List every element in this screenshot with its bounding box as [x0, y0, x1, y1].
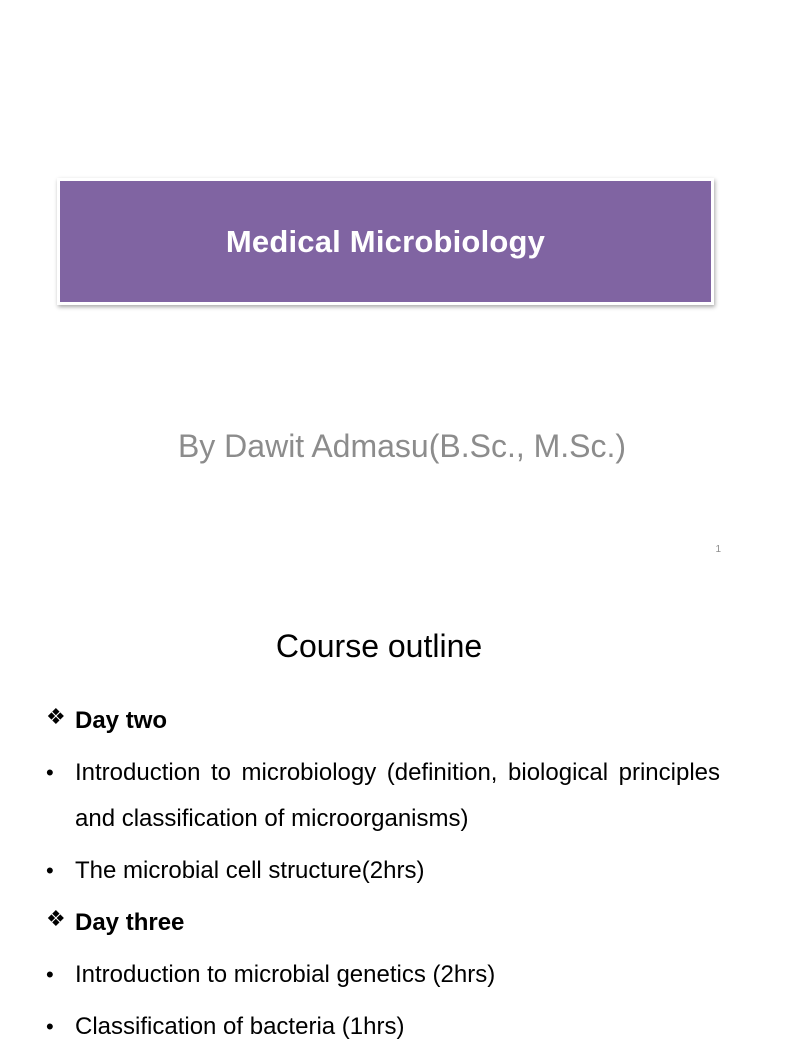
- title-banner: [57, 178, 714, 305]
- list-item-text: The microbial cell structure(2hrs): [75, 857, 425, 884]
- list-item-text: Classification of bacteria (1hrs): [75, 1013, 405, 1040]
- author-subtitle: By Dawit Admasu(B.Sc., M.Sc.): [177, 428, 627, 464]
- diamond-bullet-icon: ❖: [46, 907, 66, 932]
- outline-list: [46, 698, 720, 1056]
- list-item-text: Introduction to microbial genetics (2hrs): [75, 961, 496, 988]
- list-item: [46, 698, 720, 744]
- slide-title: Medical Microbiology: [225, 223, 546, 259]
- list-item-text: Day two: [75, 707, 168, 734]
- diamond-bullet-icon: ❖: [46, 705, 66, 730]
- list-item: [46, 1004, 720, 1050]
- bullet-dot-icon: •: [46, 858, 54, 883]
- bullet-dot-icon: •: [46, 1014, 54, 1039]
- list-item: [46, 848, 720, 894]
- list-item-text: Day three: [75, 909, 185, 936]
- list-item-text: Introduction to microbiology (definition, biological principles and classification of microorganisms): [75, 759, 720, 832]
- list-item: [46, 750, 720, 842]
- list-item: [46, 900, 720, 946]
- bullet-dot-icon: •: [46, 962, 54, 987]
- list-item: [46, 952, 720, 998]
- course-outline-slide: [0, 576, 768, 1040]
- outline-title: Course outline: [275, 628, 483, 664]
- slide-number: 1: [715, 544, 721, 555]
- bullet-dot-icon: •: [46, 760, 54, 785]
